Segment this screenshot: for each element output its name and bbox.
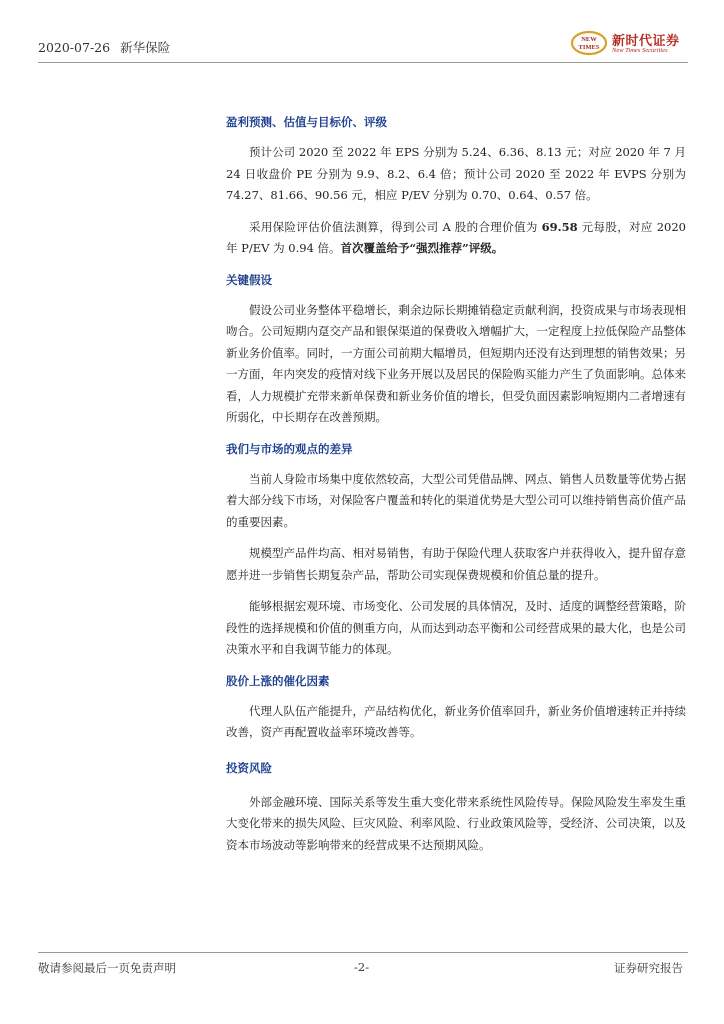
paragraph: 假设公司业务整体平稳增长，剩余边际长期摊销稳定贡献利润，投资成果与市场表现相吻合。公司短期内趸交产品和银保渠道的保费收入增幅扩大，一定程度上拉低保险产品整体新业务价值率。同时，一方面公司前期大幅增员，但短期内还没有达到理想的销售效果；另一方面，年内突发的疫情对线下业务开展以及居民的保险购买能力产生了负面影响。总体来看，人力规模扩充带来新单保费和新业务价值的增长，但受负面因素影响短期内二者增速有所弱化，中长期存在改善预期。 bbox=[226, 302, 686, 424]
svg-text:TIMES: TIMES bbox=[578, 44, 600, 51]
section-title: 股价上涨的催化因素 bbox=[226, 673, 330, 688]
paragraph: 当前人身险市场集中度依然较高，大型公司凭借品牌、网点、销售人员数量等优势占据着大部分线下市场，对保险客户覆盖和转化的渠道优势是大型公司可以维持销售高价值产品的重要因素。 bbox=[226, 471, 686, 529]
section-title: 投资风险 bbox=[226, 760, 272, 775]
page-number: -2- bbox=[354, 960, 370, 974]
section-title: 盈利预测、估值与目标价、评级 bbox=[226, 115, 387, 129]
report-date: 2020-07-26 bbox=[38, 40, 111, 55]
paragraph: 规模型产品件均高、相对易销售，有助于保险代理人获取客户并获得收入，提升留存意愿并进一步销售长期复杂产品，帮助公司实现保费规模和价值总量的提升。 bbox=[226, 546, 686, 582]
paragraph: 能够根据宏观环境、市场变化、公司发展的具体情况，及时、适度的调整经营策略，阶段性的选择规模和价值的侧重方向，从而达到动态平衡和公司经营成果的最大化，也是公司决策水平和自我调节能力的体现。 bbox=[226, 599, 686, 656]
section-title: 关键假设 bbox=[226, 272, 272, 287]
paragraph: 外部金融环境、国际关系等发生重大变化带来系统性风险传导。保险风险发生率发生重大变化带来的损失风险、巨灾风险、利率风险、行业政策风险等，受经济、公司决策，以及资本市场波动等影响带来的经营成果不达预期风险。 bbox=[226, 794, 686, 852]
logo-english-name: New Times Securities bbox=[612, 47, 668, 54]
new-times-logo-icon bbox=[570, 30, 608, 56]
company-name: 新华保险 bbox=[120, 40, 171, 55]
report-type: 证券研究报告 bbox=[614, 961, 683, 975]
paragraph-text: 采用保险评估价值法测算，得到公司 A 股的合理价值为 bbox=[249, 219, 542, 234]
svg-text:NEW: NEW bbox=[581, 36, 597, 43]
section-title: 我们与市场的观点的差异 bbox=[226, 441, 353, 456]
footer-divider bbox=[38, 952, 688, 953]
logo-chinese-name: 新时代证券 bbox=[612, 34, 680, 49]
page-header bbox=[38, 38, 176, 56]
paragraph-text: 元每股，对应 2020 年 P/EV 为 0.94 倍。 bbox=[226, 219, 686, 255]
paragraph: 代理人队伍产能提升，产品结构优化，新业务价值率回升，新业务价值增速转正并持续改善，资产再配置收益率环境改善等。 bbox=[226, 703, 686, 739]
header-divider bbox=[38, 62, 688, 63]
disclaimer-note: 敬请参阅最后一页免责声明 bbox=[38, 961, 176, 975]
main-content bbox=[226, 112, 686, 856]
rating-paragraph bbox=[226, 217, 686, 260]
paragraph: 预计公司 2020 至 2022 年 EPS 分别为 5.24、6.36、8.13 元；对应 2020 年 7 月 24 日收盘价 PE 分别为 9.9、8.2、6.4 倍；预计公司 2020 至 2022 年 EVPS 分别为 74.27、81.66、90.56 元，相应 P/EV 分别为 0.70、0.64、0.57 倍。 bbox=[226, 145, 686, 202]
fair-value: 69.58 bbox=[541, 219, 578, 234]
rating-statement: 首次覆盖给予“强烈推荐”评级。 bbox=[340, 241, 504, 255]
brand-logo bbox=[570, 28, 690, 58]
